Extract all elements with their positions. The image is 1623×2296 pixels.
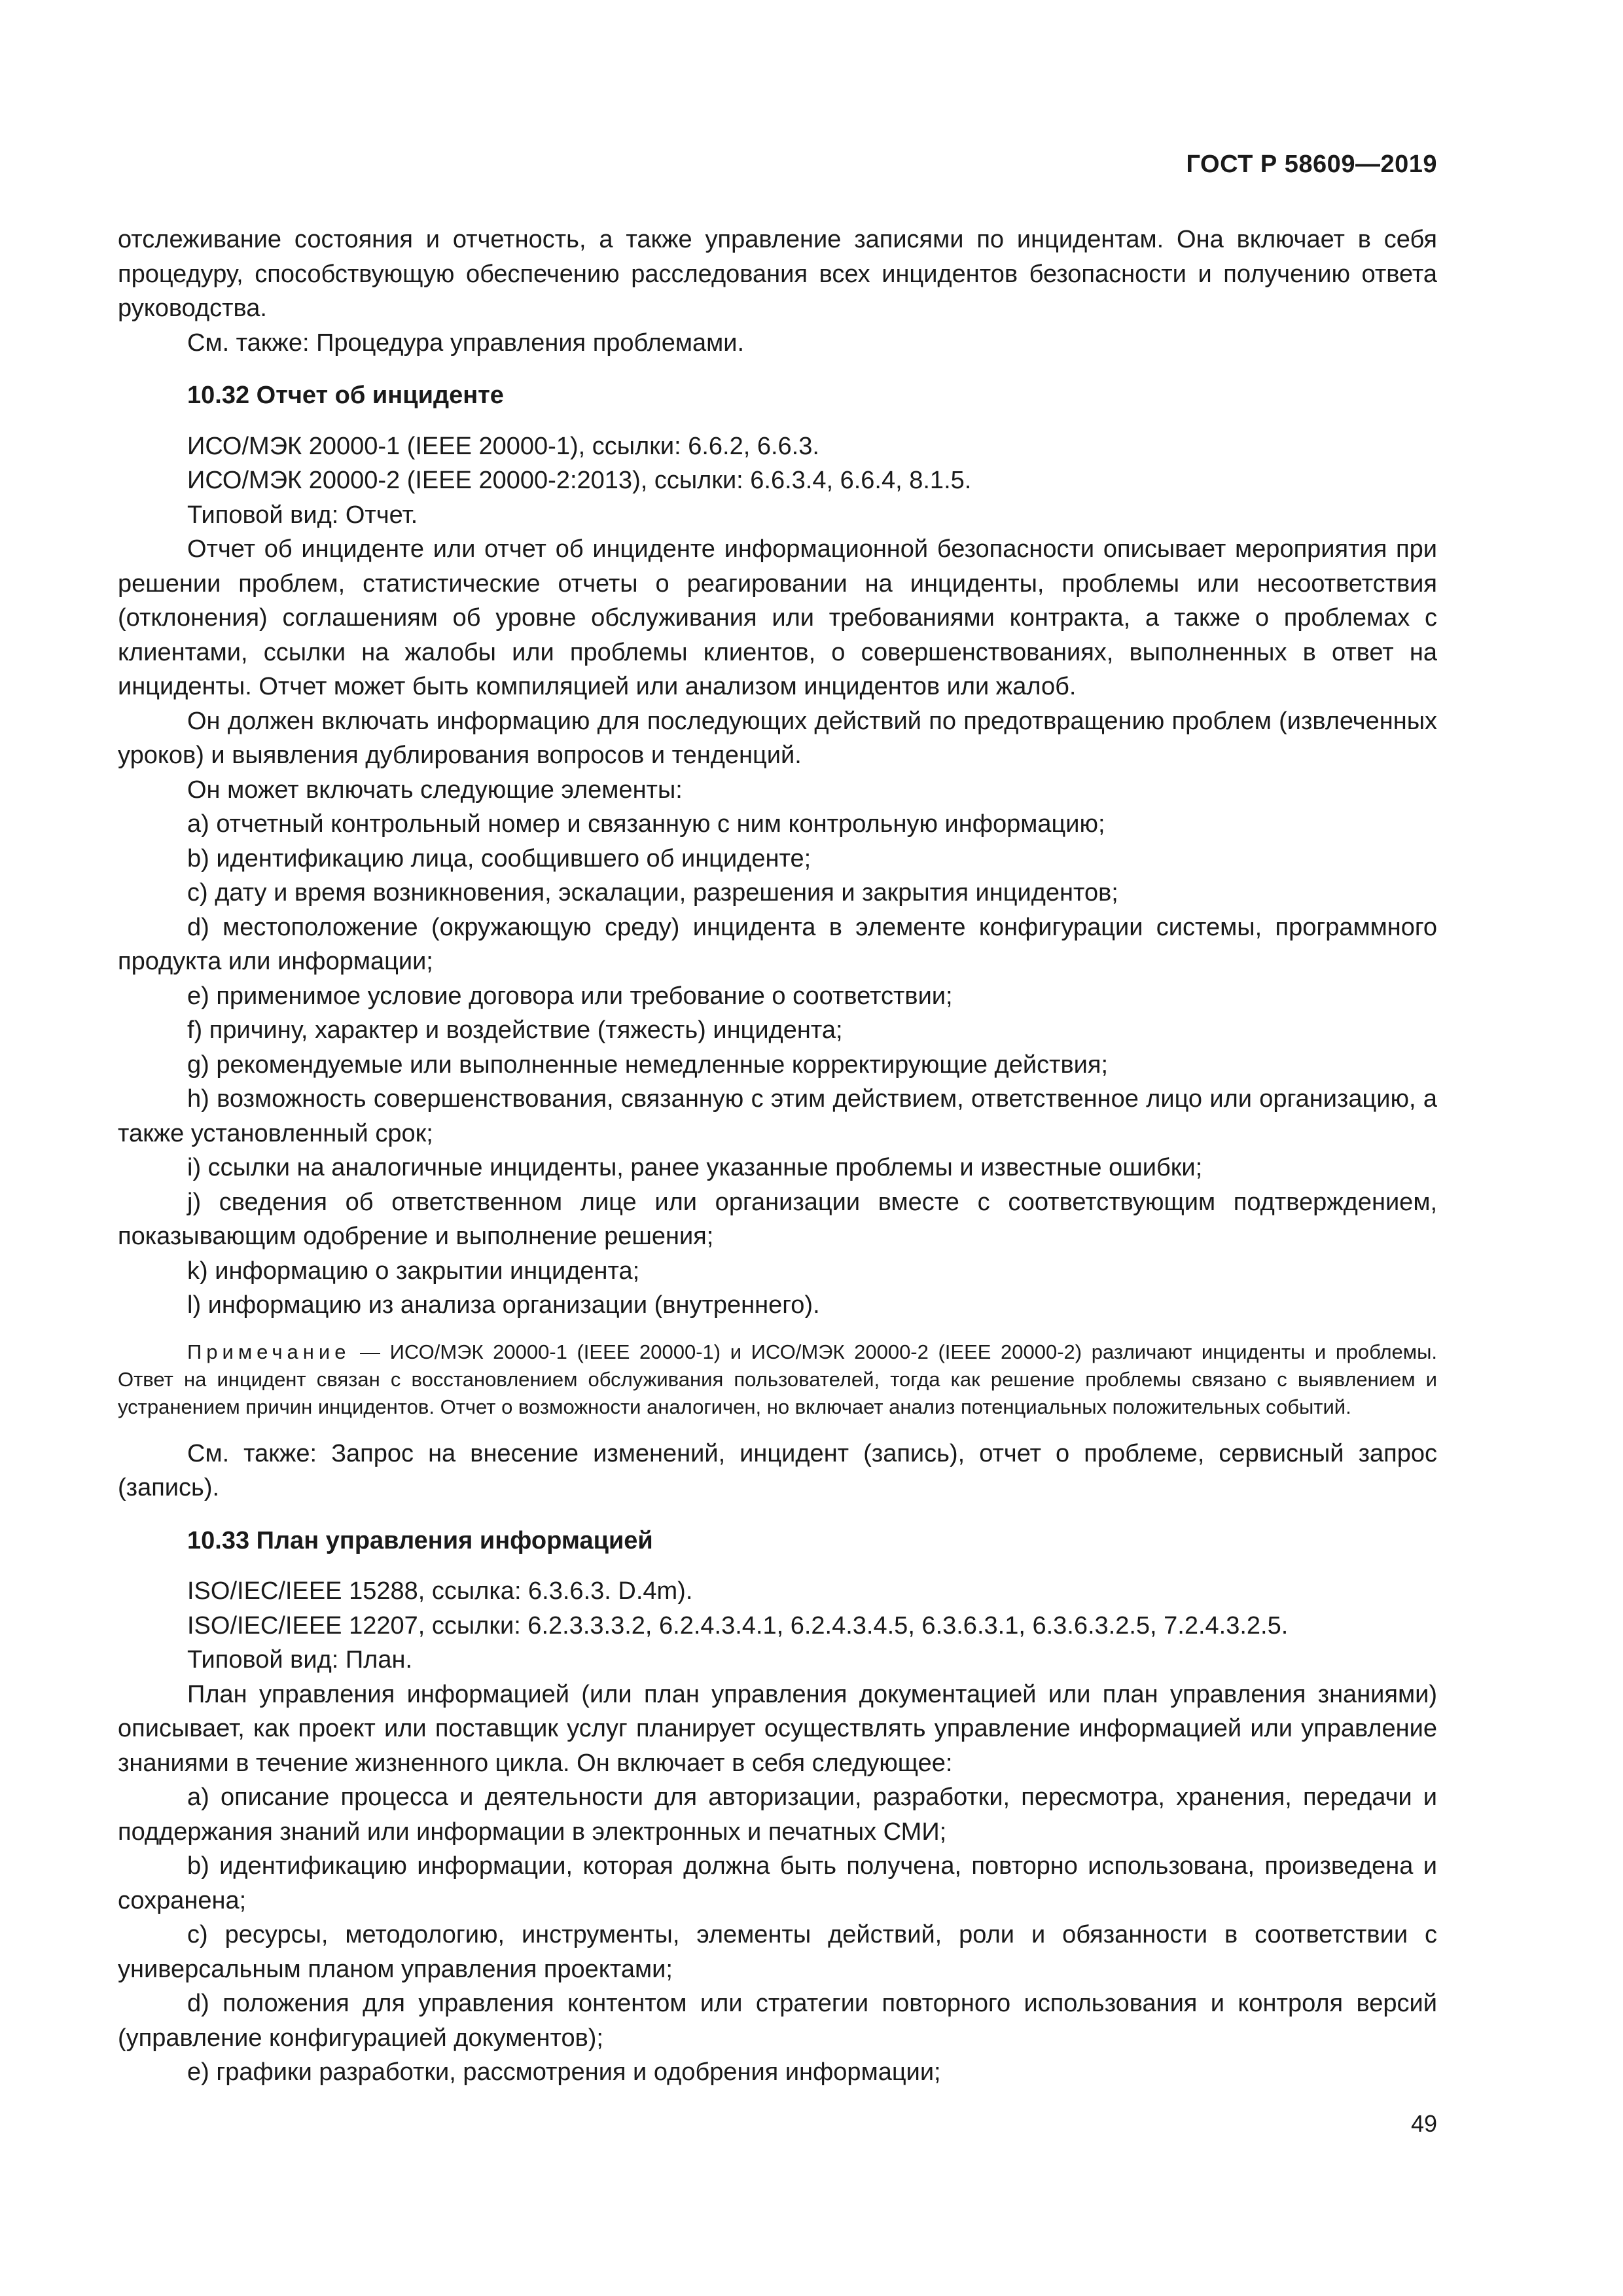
reference-line: ISO/IEC/IEEE 15288, ссылка: 6.3.6.3. D.4m). <box>187 1577 693 1605</box>
section-heading-10-32: 10.32 Отчет об инциденте <box>187 382 504 409</box>
see-also: См. также: Процедура управления проблемами. <box>187 329 745 357</box>
typical-form: Типовой вид: План. <box>187 1646 413 1674</box>
typical-form: Типовой вид: Отчет. <box>187 501 418 529</box>
list-item: c) ресурсы, методологию, инструменты, элементы действий, роли и обязанности в соответствии с универсальным планом управления проектами; <box>118 1921 1437 1983</box>
reference-line: ИСО/МЭК 20000-2 (IEEE 20000-2:2013), ссылки: 6.6.3.4, 6.6.4, 8.1.5. <box>187 467 972 494</box>
note-text: — ИСО/МЭК 20000-1 (IEEE 20000-1) и ИСО/МЭК 20000-2 (IEEE 20000-2) различают инциденты и проблемы. Ответ на инцидент связан с восстановлением обслуживания пользователей, тогда как решение проблемы связано с выявлением и устранением причин инцидентов. Отчет о возможности аналогичен, но включает анализ потенциальных положительных событий. <box>118 1340 1437 1418</box>
list-item: b) идентификацию лица, сообщившего об инциденте; <box>187 844 812 872</box>
paragraph: отслеживание состояния и отчетность, а также управление записями по инцидентам. Она включает в себя процедуру, способствующую обеспечению расследования всех инцидентов безопасности и получению ответа руководства. <box>118 226 1437 322</box>
paragraph: Отчет об инциденте или отчет об инциденте информационной безопасности описывает мероприятия при решении проблем, статистические отчеты о реагировании на инциденты, проблемы или несоответствия (отклонения) соглашениям об уровне обслуживания или требованиями контракта, а также о проблемах с клиентами, ссылки на жалобы или проблемы клиентов, о совершенствованиях, выполненных в ответ на инциденты. Отчет может быть компиляцией или анализом инцидентов или жалоб. <box>118 535 1437 700</box>
page-number: 49 <box>1410 2110 1437 2137</box>
list-item: e) графики разработки, рассмотрения и одобрения информации; <box>187 2058 941 2086</box>
list-item: l) информацию из анализа организации (внутреннего). <box>187 1291 820 1319</box>
list-item: a) описание процесса и деятельности для авторизации, разработки, пересмотра, хранения, передачи и поддержания знаний или информации в электронных и печатных СМИ; <box>118 1784 1437 1846</box>
list-item: i) ссылки на аналогичные инциденты, ранее указанные проблемы и известные ошибки; <box>187 1154 1203 1181</box>
reference-line: ISO/IEC/IEEE 12207, ссылки: 6.2.3.3.3.2, 6.2.4.3.4.1, 6.2.4.3.4.5, 6.3.6.3.1, 6.3.6.3.2.5, 7.2.4.3.2.5. <box>187 1611 1289 1640</box>
note-label: Примечание <box>187 1340 351 1363</box>
list-item: j) сведения об ответственном лице или организации вместе с соответствующим подтверждением, показывающим одобрение и выполнение решения; <box>118 1188 1437 1250</box>
section-heading-10-33: 10.33 План управления информацией <box>187 1526 653 1554</box>
list-item: k) информацию о закрытии инцидента; <box>187 1257 640 1285</box>
list-item: a) отчетный контрольный номер и связанную с ним контрольную информацию; <box>187 810 1105 838</box>
document-header: ГОСТ Р 58609—2019 <box>1186 151 1437 178</box>
paragraph: План управления информацией (или план управления документацией или план управления знаниями) описывает, как проект или поставщик услуг планирует осуществлять управление информацией или управление знаниями в течение жизненного цикла. Он включает в себя следующее: <box>118 1680 1437 1777</box>
list-item: h) возможность совершенствования, связанную с этим действием, ответственное лицо или организацию, а также установленный срок; <box>118 1085 1437 1147</box>
see-also: См. также: Запрос на внесение изменений, инцидент (запись), отчет о проблеме, сервисный запрос (запись). <box>118 1439 1437 1501</box>
paragraph: Он должен включать информацию для последующих действий по предотвращению проблем (извлеченных уроков) и выявления дублирования вопросов и тенденций. <box>118 707 1437 769</box>
list-item: c) дату и время возникновения, эскалации, разрешения и закрытия инцидентов; <box>187 879 1118 906</box>
paragraph: Он может включать следующие элементы: <box>187 776 683 804</box>
note <box>118 1338 1437 1421</box>
list-item: d) местоположение (окружающую среду) инцидента в элементе конфигурации системы, программного продукта или информации; <box>118 913 1437 975</box>
list-item: f) причину, характер и воздействие (тяжесть) инцидента; <box>187 1016 843 1044</box>
document-body <box>118 223 1437 2090</box>
list-item: g) рекомендуемые или выполненные немедленные корректирующие действия; <box>187 1050 1109 1079</box>
list-item: b) идентификацию информации, которая должна быть получена, повторно использована, произведена и сохранена; <box>118 1852 1437 1914</box>
list-item: e) применимое условие договора или требование о соответствии; <box>187 982 953 1010</box>
reference-line: ИСО/МЭК 20000-1 (IEEE 20000-1), ссылки: 6.6.2, 6.6.3. <box>187 432 819 460</box>
list-item: d) положения для управления контентом или стратегии повторного использования и контроля версий (управление конфигурацией документов); <box>118 1990 1437 2052</box>
